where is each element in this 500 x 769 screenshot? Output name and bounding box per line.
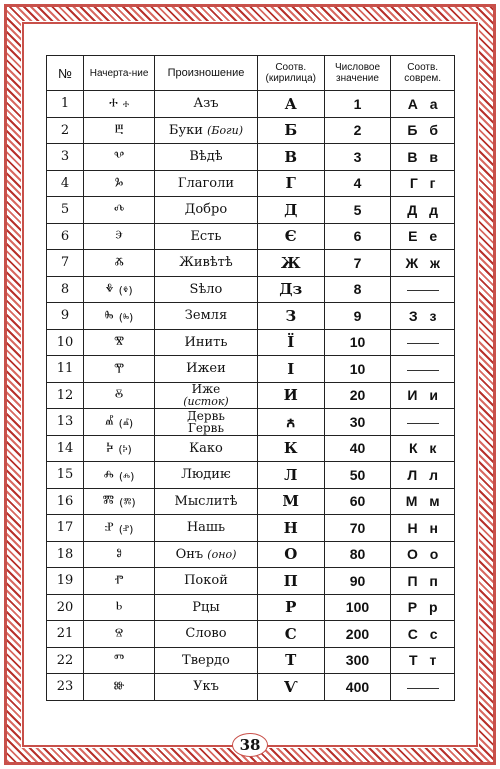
modern-letter-cell (391, 568, 455, 595)
modern-letter-cell (391, 223, 455, 250)
numeric-value: 1 (324, 91, 391, 118)
glagolitic-glyph: ⰺ (114, 332, 125, 352)
modern-letter: Д д (407, 201, 439, 218)
numeric-value: 100 (324, 594, 391, 621)
glyph-variant: ⰰ (122, 98, 129, 112)
row-number: 9 (47, 303, 84, 330)
modern-letter: Т т (409, 652, 437, 669)
pronunciation-cell (155, 250, 258, 277)
numeric-value: 20 (324, 382, 391, 409)
modern-letter-cell (391, 462, 455, 489)
alphabet-table (46, 55, 455, 701)
glagolitic-glyph: ⰻ (114, 385, 124, 405)
glyph-variant: (ⰷ) (118, 284, 133, 298)
modern-letter-cell (391, 674, 455, 701)
glagolitic-glyph: ⰹ (114, 358, 125, 378)
table-row (47, 117, 455, 144)
header-number: № (47, 56, 84, 91)
glagolitic-glyph-cell (84, 223, 155, 250)
pronunciation-cell (155, 647, 258, 674)
glagolitic-glyph: ⱃ (115, 597, 123, 617)
row-number: 11 (47, 356, 84, 383)
cyrillic-letter: Ѵ (257, 674, 324, 701)
glagolitic-glyph-cell (84, 91, 155, 118)
glagolitic-glyph-cell (84, 462, 155, 489)
letter-name: Ѕѣло (189, 281, 223, 297)
empty-dash (407, 423, 439, 424)
modern-letter: А а (407, 95, 438, 112)
modern-letter: В в (407, 148, 438, 165)
modern-letter-cell (391, 541, 455, 568)
glagolitic-glyph-cell (84, 621, 155, 648)
table-row (47, 515, 455, 542)
page-number: 38 (232, 733, 268, 757)
glagolitic-glyph-cell (84, 541, 155, 568)
numeric-value: 60 (324, 488, 391, 515)
glagolitic-glyph-cell (84, 170, 155, 197)
pronunciation-cell (155, 594, 258, 621)
glagolitic-glyph-cell (84, 303, 155, 330)
numeric-value: 400 (324, 674, 391, 701)
pronunciation-cell (155, 303, 258, 330)
glyph-variant: (ⰾ) (118, 469, 135, 483)
row-number: 14 (47, 435, 84, 462)
numeric-value: 8 (324, 276, 391, 303)
glagolitic-glyph: ⰼ (104, 411, 114, 431)
modern-letter-cell (391, 435, 455, 462)
modern-letter-cell (391, 276, 455, 303)
numeric-value: 4 (324, 170, 391, 197)
modern-letter: М м (405, 493, 440, 510)
row-number: 21 (47, 621, 84, 648)
modern-letter-cell (391, 621, 455, 648)
modern-letter: Е е (408, 228, 438, 245)
letter-name: Азъ (193, 96, 219, 112)
pronunciation-cell (155, 515, 258, 542)
numeric-value: 70 (324, 515, 391, 542)
glagolitic-glyph: ⰷ (105, 279, 114, 299)
row-number: 20 (47, 594, 84, 621)
glagolitic-glyph: ⱂ (114, 570, 124, 590)
pronunciation-cell (155, 462, 258, 489)
row-number: 17 (47, 515, 84, 542)
letter-name-note: (исток) (183, 394, 229, 408)
glagolitic-glyph: ⰲ (113, 146, 125, 166)
glagolitic-glyph: ⰶ (114, 252, 124, 272)
numeric-value: 3 (324, 144, 391, 171)
cyrillic-letter: ꙉ (257, 409, 324, 436)
cyrillic-letter: М (257, 488, 324, 515)
glagolitic-glyph-cell (84, 356, 155, 383)
glagolitic-glyph-cell (84, 515, 155, 542)
modern-letter: Р р (407, 599, 438, 616)
numeric-value: 30 (324, 409, 391, 436)
numeric-value: 9 (324, 303, 391, 330)
pronunciation-cell (155, 329, 258, 356)
table-row (47, 488, 455, 515)
glagolitic-glyph-cell (84, 674, 155, 701)
pronunciation-cell (155, 621, 258, 648)
glagolitic-glyph: ⰱ (114, 120, 124, 140)
letter-name: Рцы (192, 599, 220, 615)
glagolitic-glyph-cell (84, 488, 155, 515)
cyrillic-letter: Є (257, 223, 324, 250)
numeric-value: 40 (324, 435, 391, 462)
glyph-variant: (ⰸ) (118, 310, 134, 324)
pronunciation-cell (155, 382, 258, 409)
table-row (47, 329, 455, 356)
header-pronunciation: Произношение (155, 56, 258, 91)
glagolitic-glyph-cell (84, 382, 155, 409)
table-row (47, 462, 455, 489)
cyrillic-letter: В (257, 144, 324, 171)
letter-name: Есть (190, 228, 222, 244)
table-row (47, 674, 455, 701)
cyrillic-letter: І (257, 356, 324, 383)
table-row (47, 91, 455, 118)
letter-name: Слово (185, 626, 227, 642)
glagolitic-glyph: ⰸ (104, 305, 114, 325)
pronunciation-cell (155, 197, 258, 224)
letter-name: Покой (184, 573, 228, 589)
modern-letter-cell (391, 329, 455, 356)
letter-name-note: (Боги) (207, 123, 243, 137)
empty-dash (407, 343, 439, 344)
glagolitic-glyph: ⰿ (102, 491, 115, 511)
modern-letter-cell (391, 144, 455, 171)
letter-name: Онъ (175, 546, 204, 562)
table-row (47, 409, 455, 436)
pronunciation-cell (155, 488, 258, 515)
numeric-value: 10 (324, 329, 391, 356)
modern-letter-cell (391, 170, 455, 197)
modern-letter: О о (407, 546, 439, 563)
cyrillic-letter: Л (257, 462, 324, 489)
header-glyph: Начерта-ние (84, 56, 155, 91)
table-row (47, 435, 455, 462)
cyrillic-letter: Д (257, 197, 324, 224)
row-number: 5 (47, 197, 84, 224)
empty-dash (407, 688, 439, 689)
modern-letter-cell (391, 409, 455, 436)
modern-letter: Ж ж (405, 254, 440, 271)
row-number: 7 (47, 250, 84, 277)
numeric-value: 5 (324, 197, 391, 224)
pronunciation-cell (155, 117, 258, 144)
table-row (47, 382, 455, 409)
row-number: 22 (47, 647, 84, 674)
cyrillic-letter: Т (257, 647, 324, 674)
numeric-value: 50 (324, 462, 391, 489)
cyrillic-letter: К (257, 435, 324, 462)
glagolitic-glyph: ⰴ (113, 199, 125, 219)
modern-letter-cell (391, 382, 455, 409)
pronunciation-cell (155, 223, 258, 250)
row-number: 15 (47, 462, 84, 489)
cyrillic-letter: Г (257, 170, 324, 197)
row-number: 10 (47, 329, 84, 356)
pronunciation-cell (155, 170, 258, 197)
glagolitic-glyph: ⱅ (113, 650, 125, 670)
modern-letter: И и (407, 387, 438, 404)
numeric-value: 2 (324, 117, 391, 144)
pronunciation-cell (155, 674, 258, 701)
header-numeric-value: Числовое значение (324, 56, 391, 91)
letter-name: Людиѥ (181, 467, 231, 483)
pronunciation-cell (155, 91, 258, 118)
letter-name: Иже (191, 381, 221, 396)
glagolitic-glyph-cell (84, 329, 155, 356)
modern-letter: З з (408, 307, 437, 324)
glagolitic-glyph: ⰳ (114, 173, 124, 193)
table-header-row (47, 56, 455, 91)
letter-name: Твердо (182, 652, 230, 668)
glagolitic-glyph-cell (84, 568, 155, 595)
row-number: 8 (47, 276, 84, 303)
letter-name: Мыслитѣ (174, 493, 238, 509)
header-cyrillic: Соотв. (кирилица) (257, 56, 324, 91)
empty-dash (407, 370, 439, 371)
table-row (47, 276, 455, 303)
glyph-variant: (ⰿ) (119, 496, 136, 510)
table-row (47, 303, 455, 330)
letter-name: Вѣдѣ (189, 149, 223, 165)
glagolitic-glyph-cell (84, 117, 155, 144)
row-number: 1 (47, 91, 84, 118)
table-row (47, 594, 455, 621)
cyrillic-letter: Ї (257, 329, 324, 356)
row-number: 2 (47, 117, 84, 144)
cyrillic-letter: Б (257, 117, 324, 144)
glagolitic-glyph-cell (84, 276, 155, 303)
pronunciation-cell (155, 568, 258, 595)
modern-letter: П п (407, 572, 438, 589)
numeric-value: 80 (324, 541, 391, 568)
modern-letter-cell (391, 356, 455, 383)
cyrillic-letter: С (257, 621, 324, 648)
letter-name-note: Гервь (187, 420, 224, 435)
glagolitic-glyph: ⰽ (106, 438, 114, 458)
row-number: 4 (47, 170, 84, 197)
glagolitic-glyph: ⱄ (114, 623, 124, 643)
glagolitic-glyph: ⱆ (113, 676, 125, 696)
modern-letter-cell (391, 515, 455, 542)
modern-letter-cell (391, 303, 455, 330)
pronunciation-cell (155, 409, 258, 436)
table-row (47, 356, 455, 383)
glagolitic-glyph-cell (84, 409, 155, 436)
row-number: 19 (47, 568, 84, 595)
numeric-value: 300 (324, 647, 391, 674)
modern-letter: Г г (409, 175, 436, 192)
letter-name: Живѣтѣ (179, 255, 233, 271)
row-number: 18 (47, 541, 84, 568)
letter-name: Ижеи (186, 361, 226, 377)
modern-letter: Н н (407, 519, 438, 536)
modern-letter-cell (391, 594, 455, 621)
modern-letter-cell (391, 647, 455, 674)
row-number: 13 (47, 409, 84, 436)
modern-letter: С с (407, 625, 438, 642)
header-modern: Соотв. соврем. (391, 56, 455, 91)
pronunciation-cell (155, 541, 258, 568)
glagolitic-glyph: ⰰ (109, 93, 118, 113)
glagolitic-glyph-cell (84, 647, 155, 674)
letter-name: Буки (168, 122, 203, 138)
empty-dash (407, 290, 439, 291)
glyph-variant: (ⱀ) (118, 522, 134, 536)
glagolitic-glyph: ⱀ (104, 517, 114, 537)
letter-name: Дервь (187, 408, 225, 423)
table-row (47, 541, 455, 568)
table-row (47, 568, 455, 595)
glagolitic-glyph: ⱁ (116, 544, 122, 564)
numeric-value: 7 (324, 250, 391, 277)
glagolitic-glyph: ⰾ (103, 464, 114, 484)
modern-letter-cell (391, 117, 455, 144)
glagolitic-glyph-cell (84, 594, 155, 621)
cyrillic-letter: И (257, 382, 324, 409)
cyrillic-letter: Ж (257, 250, 324, 277)
glagolitic-glyph-cell (84, 250, 155, 277)
cyrillic-letter: П (257, 568, 324, 595)
pronunciation-cell (155, 276, 258, 303)
modern-letter-cell (391, 197, 455, 224)
glagolitic-glyph-cell (84, 435, 155, 462)
glagolitic-glyph-cell (84, 144, 155, 171)
modern-letter: Л л (407, 466, 438, 483)
numeric-value: 200 (324, 621, 391, 648)
modern-letter-cell (391, 488, 455, 515)
table-row (47, 170, 455, 197)
row-number: 16 (47, 488, 84, 515)
cyrillic-letter: Дз (257, 276, 324, 303)
letter-name: Укъ (193, 679, 219, 695)
modern-letter-cell (391, 91, 455, 118)
letter-name: Глаголи (177, 175, 235, 191)
row-number: 6 (47, 223, 84, 250)
modern-letter-cell (391, 250, 455, 277)
cyrillic-letter: О (257, 541, 324, 568)
pronunciation-cell (155, 435, 258, 462)
letter-name-note: (оно) (207, 547, 237, 561)
glagolitic-glyph: ⰵ (115, 226, 123, 246)
table-row (47, 621, 455, 648)
table-row (47, 144, 455, 171)
letter-name: Земля (184, 308, 228, 324)
row-number: 12 (47, 382, 84, 409)
row-number: 3 (47, 144, 84, 171)
glagolitic-glyph-cell (84, 197, 155, 224)
letter-name: Како (189, 440, 223, 456)
table-row (47, 647, 455, 674)
modern-letter: К к (408, 440, 437, 457)
numeric-value: 10 (324, 356, 391, 383)
modern-letter: Б б (407, 122, 438, 139)
numeric-value: 90 (324, 568, 391, 595)
pronunciation-cell (155, 356, 258, 383)
cyrillic-letter: З (257, 303, 324, 330)
table-row (47, 223, 455, 250)
table-row (47, 197, 455, 224)
row-number: 23 (47, 674, 84, 701)
letter-name: Нашь (186, 520, 226, 536)
letter-name: Добро (184, 202, 228, 218)
table-row (47, 250, 455, 277)
glyph-variant: (ⰽ) (118, 443, 132, 457)
pronunciation-cell (155, 144, 258, 171)
glyph-variant: (ⰼ) (118, 416, 134, 430)
cyrillic-letter: Н (257, 515, 324, 542)
cyrillic-letter: А (257, 91, 324, 118)
letter-name: Инить (184, 334, 228, 350)
numeric-value: 6 (324, 223, 391, 250)
cyrillic-letter: Р (257, 594, 324, 621)
